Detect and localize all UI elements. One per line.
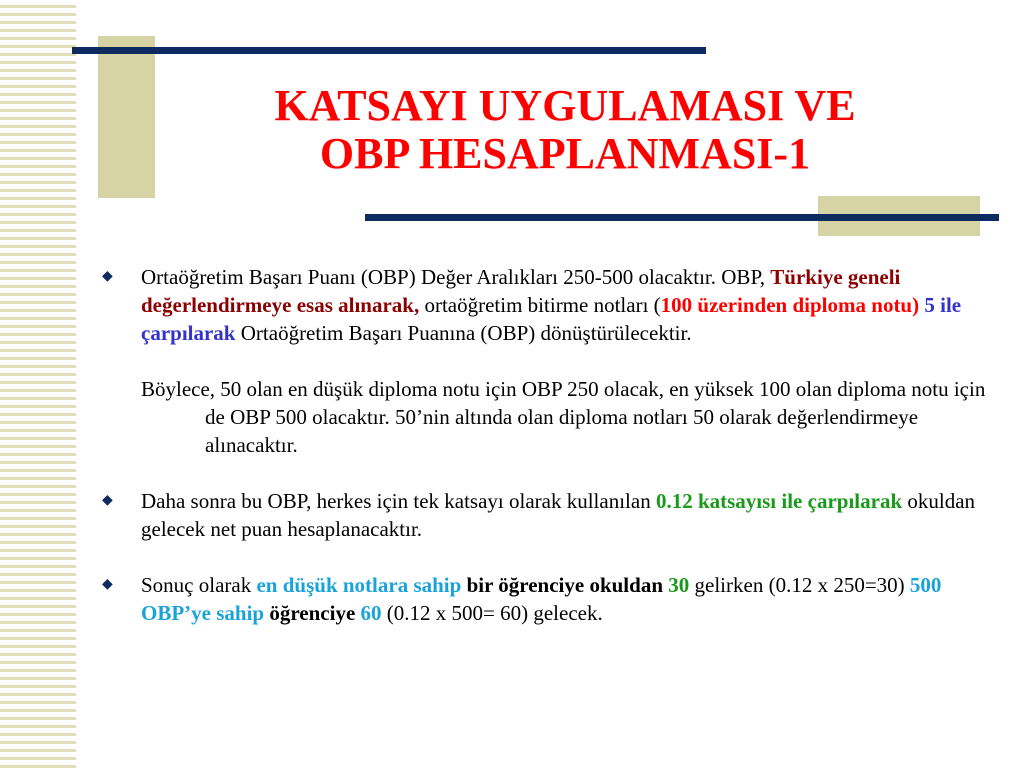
diamond-bullet-icon: ◆ [102, 493, 113, 508]
text-run: gelirken (0.12 x 250=30) [689, 573, 910, 597]
title-line-1: KATSAYI UYGULAMASI VE [274, 81, 856, 130]
text-run-bold-cyan: en düşük notlara sahip [256, 573, 462, 597]
decorative-block-top [98, 36, 155, 198]
text-run-bold-green: 30 [668, 573, 690, 597]
text-run-bold-blue: 5 ile çarpılarak [141, 293, 962, 345]
diamond-bullet-icon: ◆ [102, 577, 113, 592]
text-run: ortaöğretim bitirme notları ( [419, 293, 661, 317]
slide-title [160, 82, 970, 178]
slide-content [100, 263, 1005, 627]
decorative-bar-bottom [365, 214, 999, 221]
text-run-bold-darkred: Türkiye geneli değerlendirmeye esas alınarak, [141, 265, 901, 317]
decorative-bar-top [72, 47, 706, 54]
bullet-paragraph-1 [100, 263, 1005, 347]
bullet-paragraph-3 [100, 571, 1005, 627]
text-run: Sonuç olarak [141, 573, 257, 597]
text-run: Ortaöğretim Başarı Puanına (OBP) dönüştürülecektir. [235, 321, 692, 345]
text-run: okuldan gelecek net puan hesaplanacaktır. [141, 489, 976, 541]
bullet-paragraph-2 [100, 487, 1005, 543]
text-run-bold-cyan: 60 [360, 601, 382, 625]
text-run-bold-red: 100 üzerinden diploma notu [660, 293, 913, 317]
text-run: Böylece, 50 olan en düşük diploma notu için OBP 250 olacak, en yüksek 100 olan diploma notu için de OBP 500 olacaktır. 50’nin altında olan diploma notları 50 olarak değerlendirmeye alınacaktır. [141, 377, 986, 457]
text-run-bold-cyan: 500 OBP’ye sahip [141, 573, 942, 625]
title-line-2: OBP HESAPLANMASI-1 [319, 129, 811, 178]
text-run: Daha sonra bu OBP, herkes için tek katsayı olarak kullanılan [141, 489, 656, 513]
diamond-bullet-icon: ◆ [102, 269, 113, 284]
text-run: Ortaöğretim Başarı Puanı (OBP) Değer Aralıkları 250-500 olacaktır. OBP, [141, 265, 771, 289]
text-run-red: ) [912, 293, 925, 317]
text-run-bold-green: 0.12 katsayısı ile çarpılarak [655, 489, 903, 513]
text-run-bold: öğrenciye [264, 601, 361, 625]
text-run-bold: bir öğrenciye okuldan [461, 573, 669, 597]
indented-paragraph [100, 375, 1005, 459]
text-run: (0.12 x 500= 60) gelecek. [381, 601, 603, 625]
decorative-stripes [0, 0, 76, 768]
